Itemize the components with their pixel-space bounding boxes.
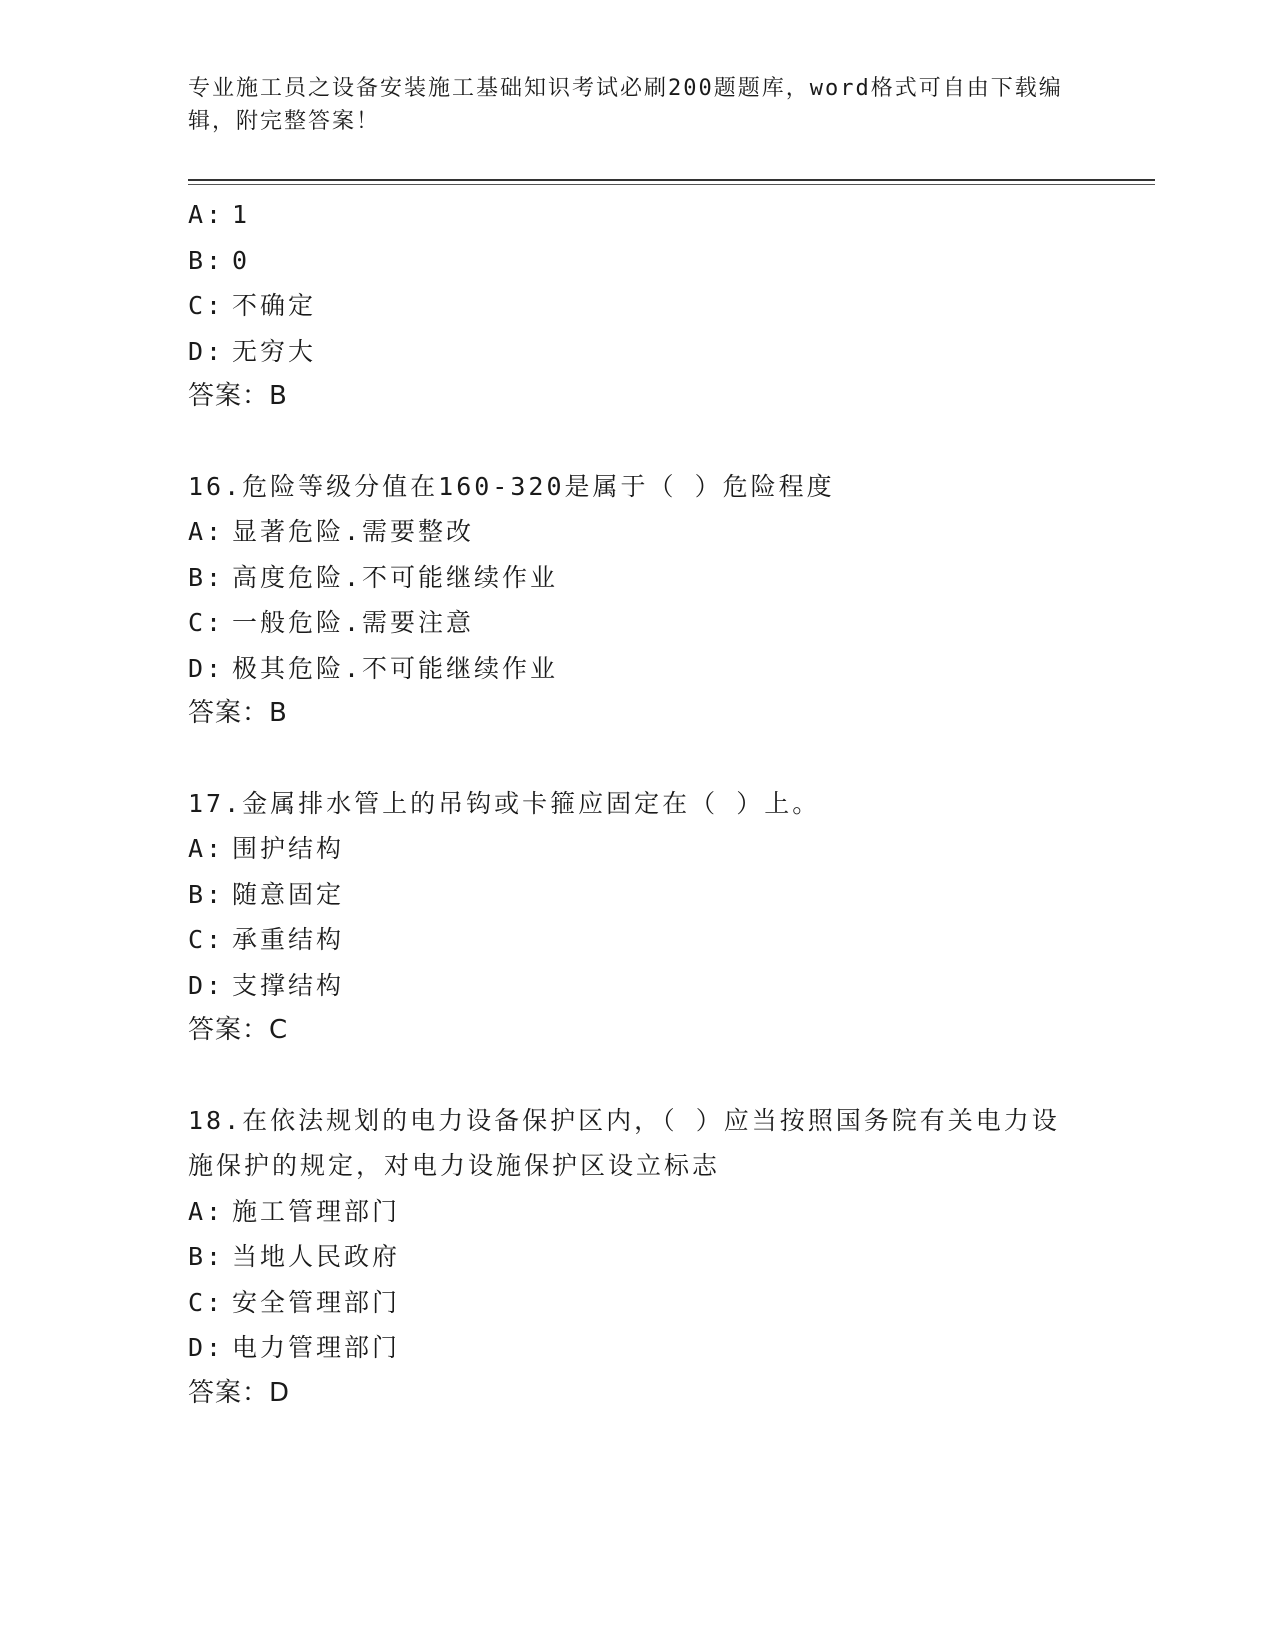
answer-line: 答案：C <box>188 1015 289 1045</box>
question-stem: 18.在依法规划的电力设备保护区内，（ ）应当按照国务院有关电力设施保护的规定，对电力设施保护区设立标志 <box>188 1105 1060 1180</box>
question-18 <box>188 1098 1088 1417</box>
option-d: D: 无穷大 <box>188 336 317 366</box>
option-b: B: 0 <box>188 245 251 275</box>
option-d: D: 支撑结构 <box>188 970 345 1000</box>
option-c: C: 安全管理部门 <box>188 1287 401 1317</box>
option-a: A: 显著危险.需要整改 <box>188 517 475 546</box>
option-d: D: 电力管理部门 <box>188 1333 401 1362</box>
header-rule-thick <box>188 179 1155 181</box>
question-15 <box>188 192 1088 420</box>
option-b: B: 随意固定 <box>188 879 345 909</box>
option-a: A: 施工管理部门 <box>188 1196 401 1226</box>
answer-line: 答案：D <box>188 1377 291 1408</box>
document-header: 专业施工员之设备安装施工基础知识考试必刷200题题库，word格式可自由下载编辑，附完整答案！ <box>188 76 1063 134</box>
question-stem: 17.金属排水管上的吊钩或卡箍应固定在（ ）上。 <box>188 788 821 818</box>
question-stem: 16.危险等级分值在160-320是属于（ ）危险程度 <box>188 471 835 501</box>
option-c: C: 承重结构 <box>188 925 345 954</box>
option-b: B: 高度危险.不可能继续作业 <box>188 562 559 592</box>
answer-line: 答案：B <box>188 698 288 728</box>
header-rule-thin <box>188 184 1155 185</box>
option-c: C: 一般危险.需要注意 <box>188 608 475 637</box>
option-d: D: 极其危险.不可能继续作业 <box>188 653 559 683</box>
option-a: A: 1 <box>188 200 251 229</box>
option-a: A: 围护结构 <box>188 834 345 863</box>
answer-line: 答案：B <box>188 381 288 411</box>
question-17 <box>188 781 1088 1054</box>
option-c: C: 不确定 <box>188 291 317 320</box>
question-16 <box>188 464 1088 737</box>
option-b: B: 当地人民政府 <box>188 1242 401 1271</box>
question-list <box>188 192 1088 1460</box>
